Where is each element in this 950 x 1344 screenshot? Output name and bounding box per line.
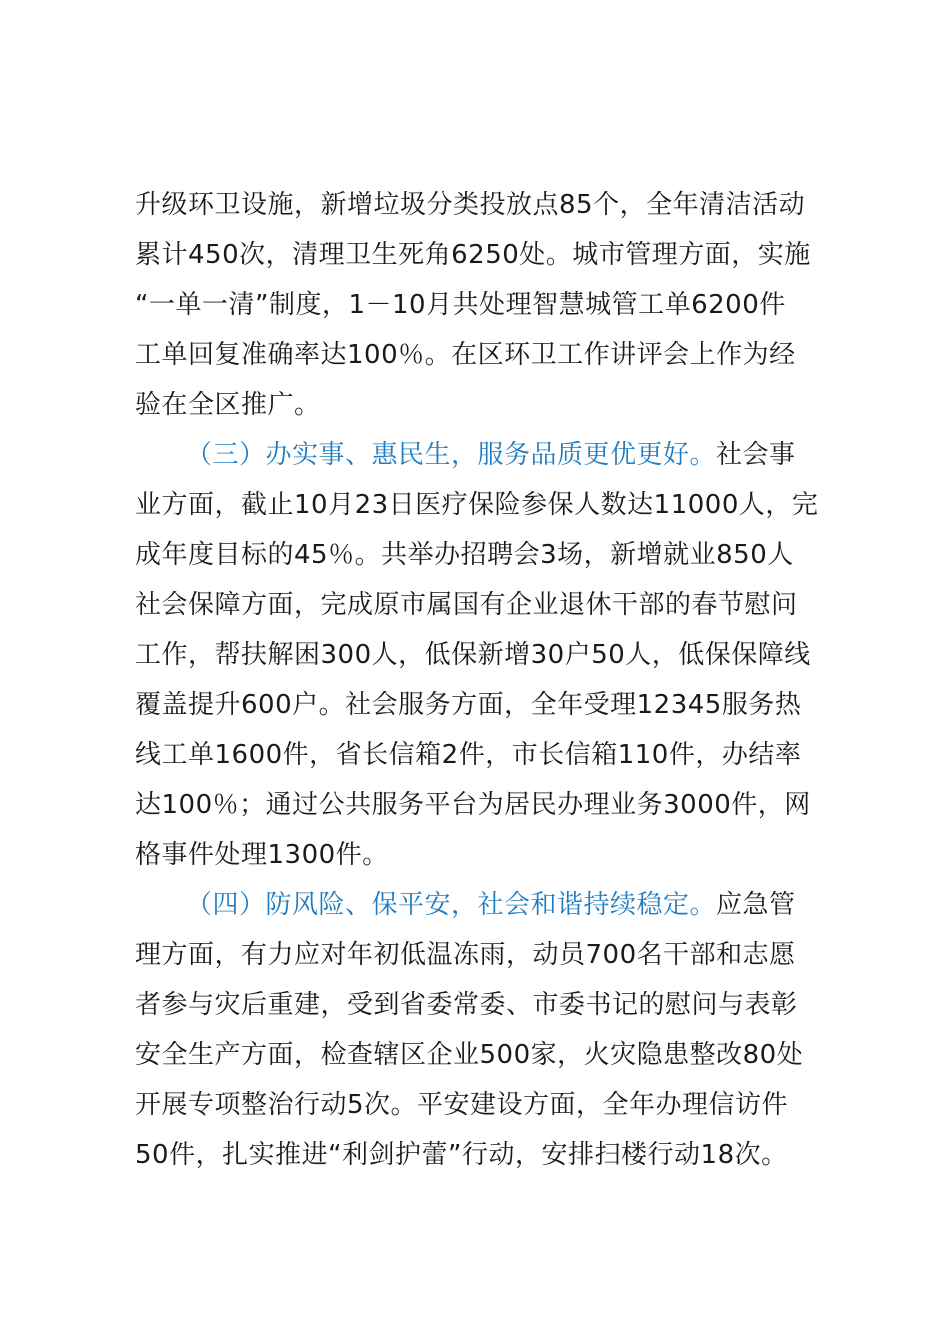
line-text: 线工单1600件，省长信箱2件，市长信箱110件，办结率 xyxy=(135,740,802,770)
line-text: 升级环卫设施，新增垃圾分类投放点85个，全年清洁活动 xyxy=(135,190,806,220)
body-line xyxy=(135,638,811,672)
line-text: 应急管 xyxy=(716,890,796,920)
body-line xyxy=(135,738,801,772)
body-line xyxy=(135,1138,788,1172)
line-text: 社会保障方面，完成原市属国有企业退休干部的春节慰问 xyxy=(135,590,798,620)
line-text: 工单回复准确率达100％。在区环卫工作讲评会上作为经 xyxy=(135,340,796,370)
line-text: 成年度目标的45％。共举办招聘会3场，新增就业850人 xyxy=(135,540,794,570)
section-heading-4: （四）防风险、保平安，社会和谐持续稳定。 xyxy=(186,890,717,920)
body-line xyxy=(135,288,786,322)
body-line xyxy=(135,838,389,872)
body-line xyxy=(135,788,811,822)
line-text: 社会事 xyxy=(716,440,796,470)
line-text: 格事件处理1300件。 xyxy=(135,840,389,870)
line-text: 50件，扎实推进“利剑护蕾”行动，安排扫楼行动18次。 xyxy=(135,1140,788,1170)
line-text: 业方面，截止10月23日医疗保险参保人数达11000人，完 xyxy=(135,490,819,520)
line-text: 者参与灾后重建，受到省委常委、市委书记的慰问与表彰 xyxy=(135,990,798,1020)
line-text: 验在全区推广。 xyxy=(135,390,321,420)
body-line xyxy=(135,188,805,222)
line-text: “一单一清”制度，1－10月共处理智慧城管工单6200件 xyxy=(135,290,786,320)
body-line xyxy=(135,588,798,622)
body-line xyxy=(135,538,794,572)
section-heading-line xyxy=(186,438,796,472)
body-line xyxy=(135,338,796,372)
line-text: 工作，帮扶解困300人，低保新增30户50人，低保保障线 xyxy=(135,640,811,670)
line-text: 理方面，有力应对年初低温冻雨，动员700名干部和志愿 xyxy=(135,940,796,970)
body-line xyxy=(135,238,811,272)
section-heading-line xyxy=(186,888,796,922)
body-line xyxy=(135,988,798,1022)
line-text: 累计450次，清理卫生死角6250处。城市管理方面，实施 xyxy=(135,240,811,270)
body-line xyxy=(135,688,801,722)
body-line xyxy=(135,388,321,422)
line-text: 覆盖提升600户。社会服务方面，全年受理12345服务热 xyxy=(135,690,802,720)
body-line xyxy=(135,938,796,972)
body-line xyxy=(135,488,818,522)
body-line xyxy=(135,1088,788,1122)
line-text: 安全生产方面，检查辖区企业500家，火灾隐患整改80处 xyxy=(135,1040,804,1070)
line-text: 达100％；通过公共服务平台为居民办理业务3000件，网 xyxy=(135,790,811,820)
section-heading-3: （三）办实事、惠民生，服务品质更优更好。 xyxy=(186,440,717,470)
body-line xyxy=(135,1038,803,1072)
line-text: 开展专项整治行动5次。平安建设方面，全年办理信访件 xyxy=(135,1090,789,1120)
